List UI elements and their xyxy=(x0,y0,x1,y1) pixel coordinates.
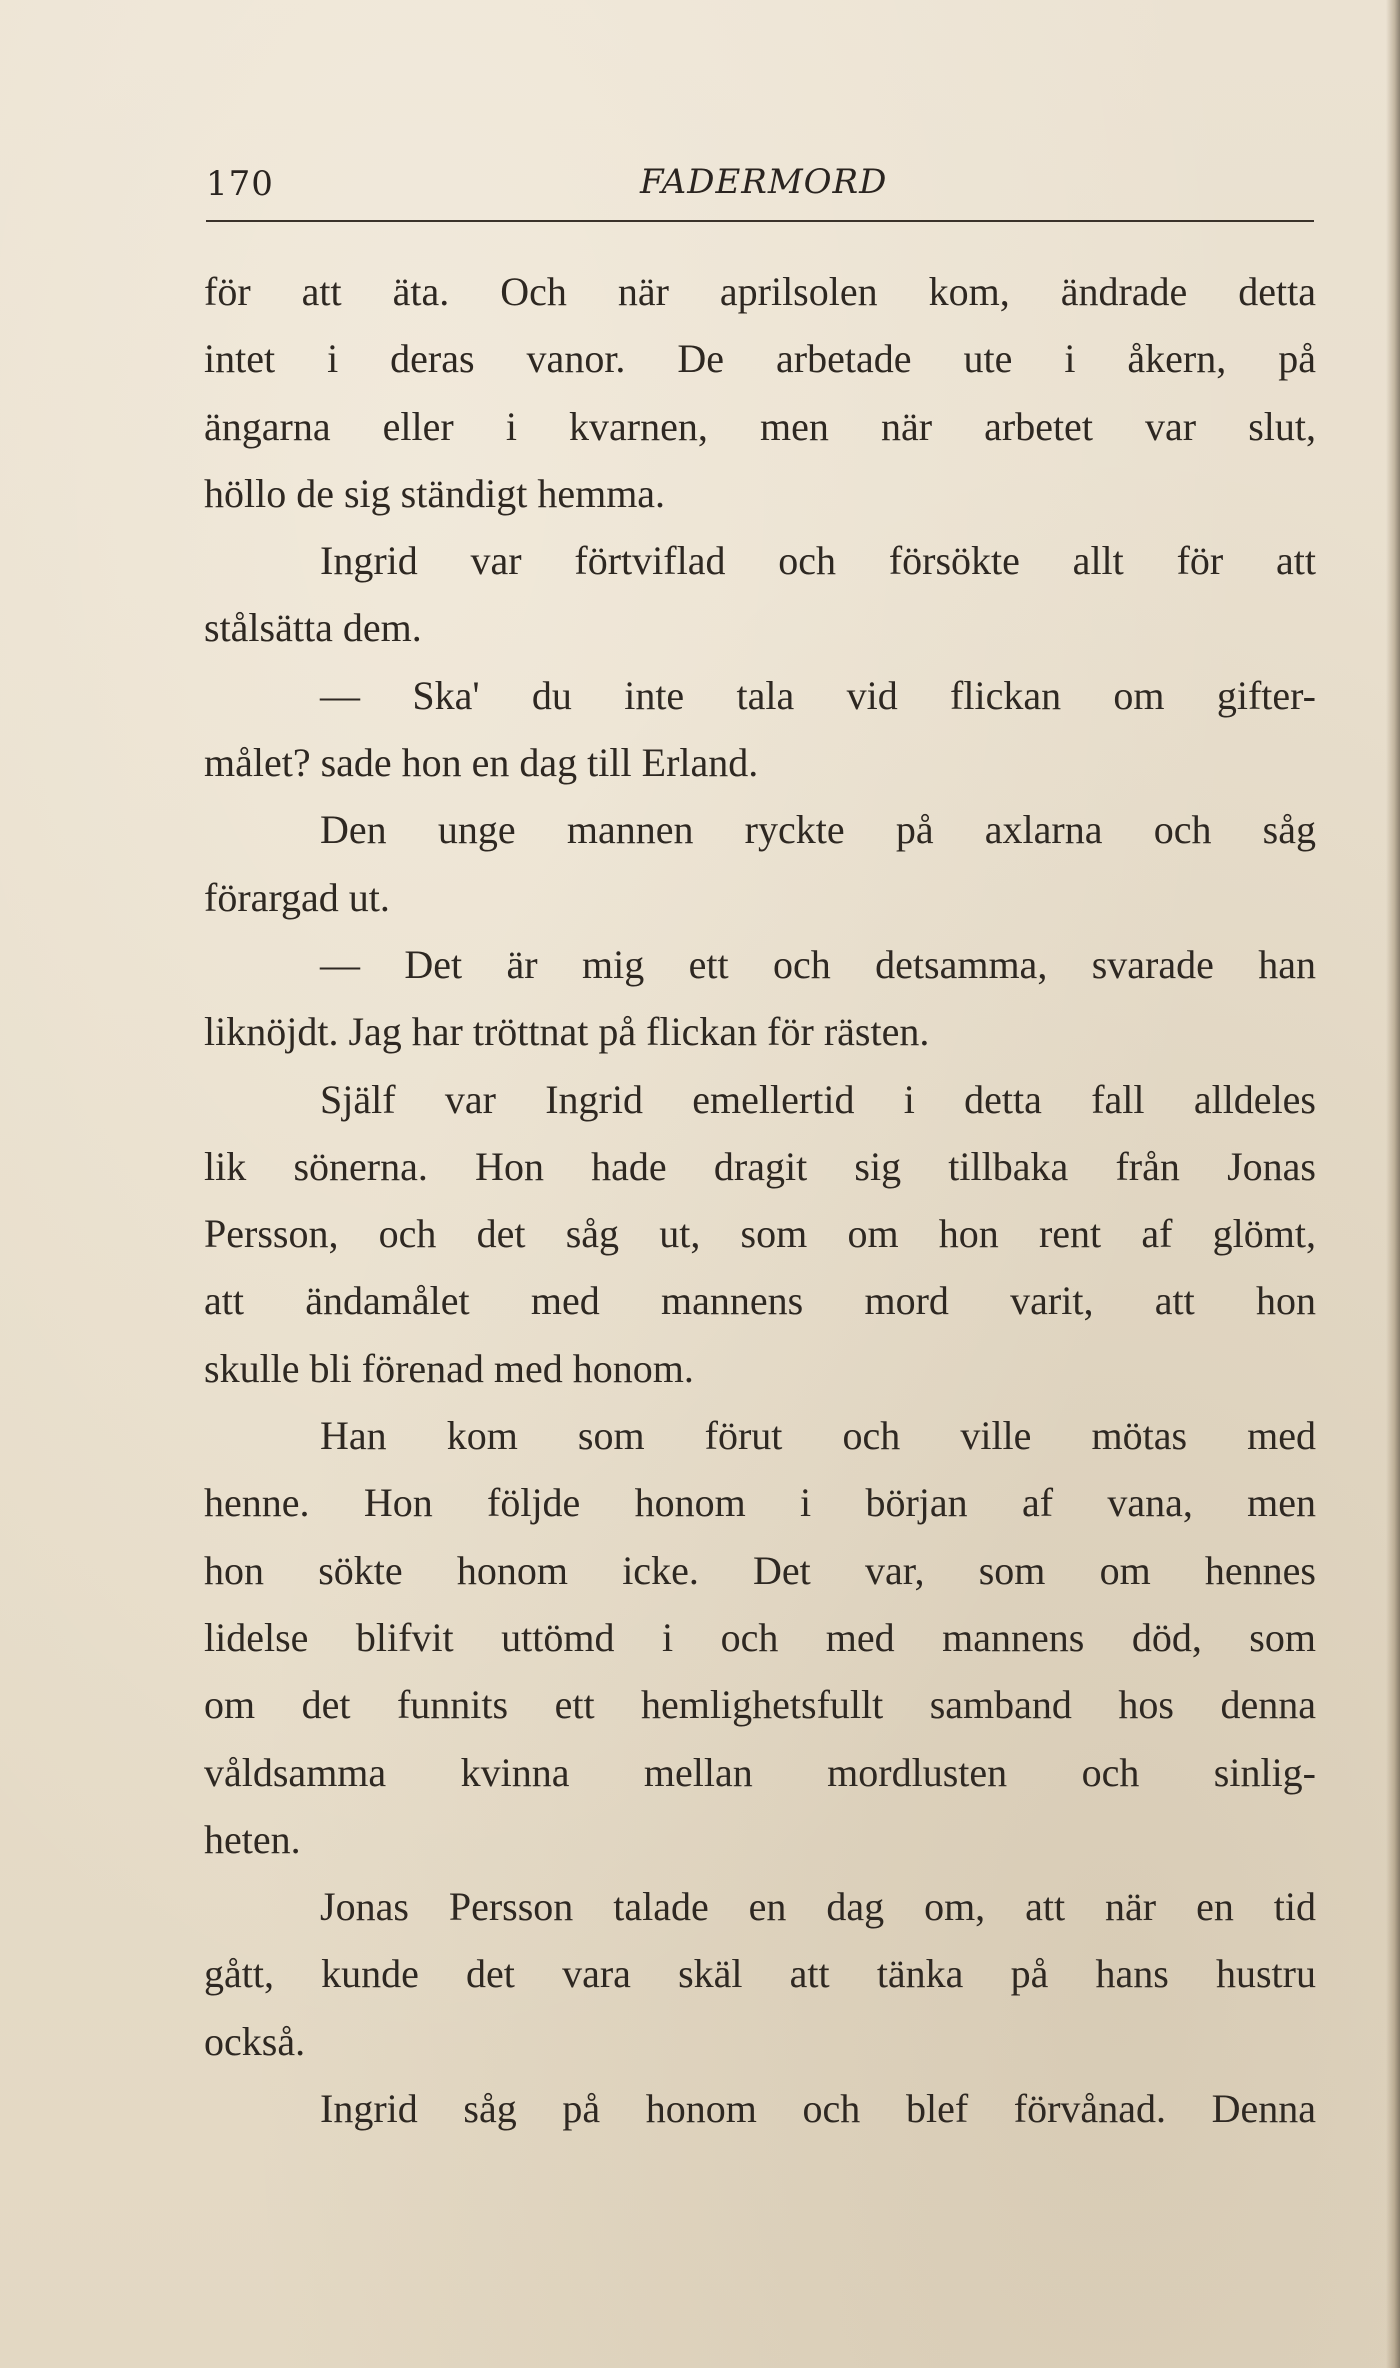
body-text xyxy=(204,258,1316,2142)
running-title: FADERMORD xyxy=(640,162,888,202)
text-line: också. xyxy=(204,2018,306,2064)
header-rule xyxy=(206,220,1314,222)
text-line: förargad ut. xyxy=(204,874,390,920)
text-line: Jonas Persson talade en dag om, att när en tid xyxy=(320,1884,1316,1930)
text-line: — Det är mig ett och detsamma, svarade han xyxy=(320,941,1316,987)
text-line: henne. Hon följde honom i början af vana, men xyxy=(204,1480,1316,1526)
text-line: Den unge mannen ryckte på axlarna och såg xyxy=(320,807,1316,853)
page-edge-shadow xyxy=(1386,0,1400,2368)
text-line: Ingrid såg på honom och blef förvånad. Denna xyxy=(320,2086,1316,2132)
page-header xyxy=(206,158,1314,218)
text-line: lidelse blifvit uttömd i och med mannens död, som xyxy=(204,1614,1316,1660)
page-number: 170 xyxy=(206,164,274,204)
text-line: skulle bli förenad med honom. xyxy=(204,1345,694,1391)
text-line: stålsätta dem. xyxy=(204,605,422,651)
text-line: om det funnits ett hemlighetsfullt samband hos denna xyxy=(204,1682,1316,1728)
text-line: Ingrid var förtviflad och försökte allt för att xyxy=(320,538,1316,584)
text-line: höllo de sig ständigt hemma. xyxy=(204,470,666,516)
text-line: att ändamålet med mannens mord varit, att hon xyxy=(204,1278,1316,1324)
text-line: för att äta. Och när aprilsolen kom, ändrade detta xyxy=(204,269,1316,314)
text-line: intet i deras vanor. De arbetade ute i åkern, på xyxy=(204,336,1316,382)
text-line: hon sökte honom icke. Det var, som om hennes xyxy=(204,1547,1316,1593)
text-line: Han kom som förut och ville mötas med xyxy=(320,1413,1316,1459)
text-line: gått, kunde det vara skäl att tänka på hans hustru xyxy=(204,1951,1316,1997)
text-line: Själf var Ingrid emellertid i detta fall alldeles xyxy=(320,1076,1316,1122)
text-line: — Ska' du inte tala vid flickan om gifter- xyxy=(320,672,1316,718)
text-line: lik sönerna. Hon hade dragit sig tillbaka från Jonas xyxy=(204,1143,1316,1189)
text-line: målet? sade hon en dag till Erland. xyxy=(204,740,759,786)
text-line: ängarna eller i kvarnen, men när arbetet var slut, xyxy=(204,403,1316,449)
text-line: liknöjdt. Jag har tröttnat på flickan för rästen. xyxy=(204,1009,930,1055)
text-line: heten. xyxy=(204,1816,301,1862)
text-line: Persson, och det såg ut, som om hon rent af glömt, xyxy=(204,1211,1316,1257)
text-line: våldsamma kvinna mellan mordlusten och sinlig- xyxy=(204,1749,1316,1795)
